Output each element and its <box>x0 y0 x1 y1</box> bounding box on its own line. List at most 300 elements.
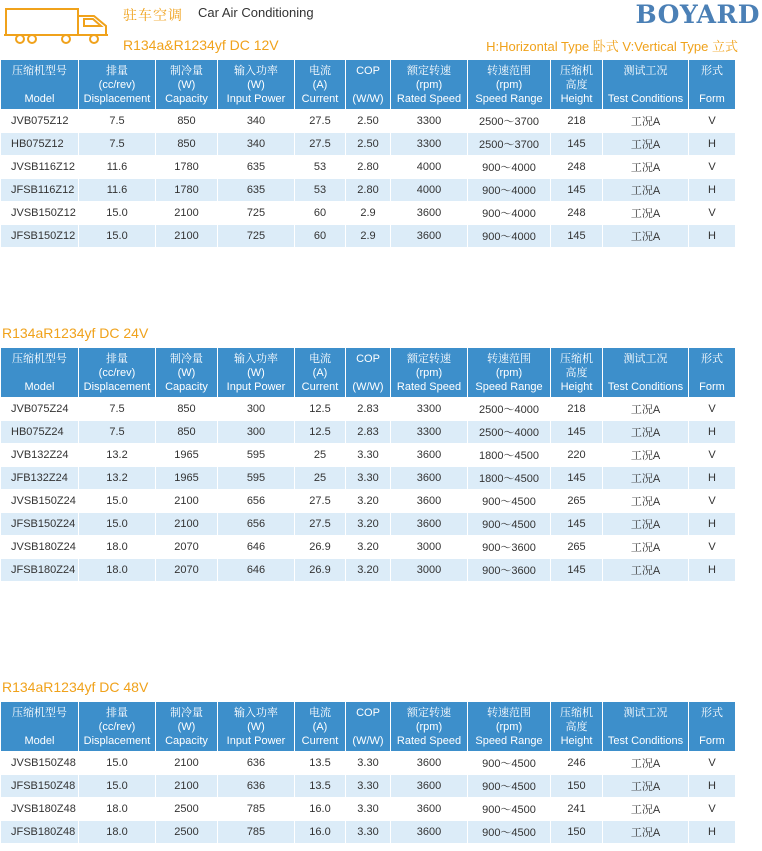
column-header <box>551 702 603 752</box>
table-cell: 145 <box>551 513 603 536</box>
column-header-en: Speed Range <box>475 92 543 105</box>
table-cell: 3600 <box>391 798 468 821</box>
column-header-cn: 转速范围 <box>487 352 531 365</box>
table-cell: V <box>689 110 736 133</box>
table-cell: V <box>689 398 736 421</box>
table-cell: 26.9 <box>295 559 346 582</box>
table-row <box>1 110 736 133</box>
column-header-cn: 额定转速 <box>407 64 451 77</box>
column-header-en: Current <box>301 734 339 747</box>
table-cell: 1780 <box>156 156 218 179</box>
table-cell: 145 <box>551 225 603 248</box>
column-header <box>1 348 79 398</box>
header-title-cn: 驻车空调 <box>123 7 183 23</box>
column-header-en: Form <box>699 734 725 747</box>
column-header-en: Rated Speed <box>396 92 462 105</box>
truck-icon <box>2 4 110 46</box>
table-cell: H <box>689 775 736 798</box>
model-cell: JFSB116Z12 <box>1 179 79 202</box>
table-cell: 2.9 <box>346 225 391 248</box>
table-cell: 4000 <box>391 179 468 202</box>
table-row <box>1 202 736 225</box>
table-cell: 900～4500 <box>468 513 551 536</box>
table-cell: 3.20 <box>346 536 391 559</box>
table-cell: 1965 <box>156 467 218 490</box>
table-row <box>1 444 736 467</box>
column-header-unit: (cc/rev) <box>98 78 136 91</box>
table-cell: 725 <box>218 202 295 225</box>
column-header-unit <box>1 78 78 92</box>
table-cell: 656 <box>218 513 295 536</box>
table-cell: 15.0 <box>79 752 156 775</box>
table-cell: 3600 <box>391 513 468 536</box>
table-row <box>1 156 736 179</box>
table-cell: 工况A <box>603 775 689 798</box>
column-header-cn: COP <box>356 64 380 77</box>
column-header-unit: (A) <box>312 720 328 733</box>
table-cell: 2500～3700 <box>468 133 551 156</box>
table-cell: 18.0 <box>79 798 156 821</box>
column-header <box>346 348 391 398</box>
column-header <box>295 60 346 110</box>
table-cell: 12.5 <box>295 421 346 444</box>
table-cell: 26.9 <box>295 536 346 559</box>
column-header-unit: (rpm) <box>495 366 523 379</box>
table-cell: 3.30 <box>346 467 391 490</box>
column-header-cn: 压缩机 <box>560 64 593 77</box>
column-header-en: Height <box>560 734 593 747</box>
table-row <box>1 421 736 444</box>
column-header-en: Speed Range <box>475 380 543 393</box>
table-row <box>1 775 736 798</box>
table-row <box>1 821 736 844</box>
column-header-cn: 测试工况 <box>623 352 668 365</box>
table-cell: 2100 <box>156 775 218 798</box>
table-cell: 12.5 <box>295 398 346 421</box>
table-cell: 2.50 <box>346 110 391 133</box>
table-cell: 300 <box>218 398 295 421</box>
table-cell: 900～4500 <box>468 798 551 821</box>
header-title-en: Car Air Conditioning <box>198 5 314 20</box>
column-header-en: (W/W) <box>352 92 384 105</box>
table-cell: 3.20 <box>346 513 391 536</box>
table-cell: 工况A <box>603 110 689 133</box>
table-cell: 248 <box>551 202 603 225</box>
column-header-en: Current <box>301 380 339 393</box>
column-header-cn: COP <box>356 706 380 719</box>
table-cell: V <box>689 798 736 821</box>
table-cell: 27.5 <box>295 133 346 156</box>
model-cell: JVSB150Z24 <box>1 490 79 513</box>
column-header-unit: (W) <box>247 720 265 733</box>
column-header-unit: (W) <box>177 78 196 91</box>
table-cell: 1800～4500 <box>468 444 551 467</box>
column-header <box>603 702 689 752</box>
column-header-en: Height <box>560 92 593 105</box>
table-cell: 7.5 <box>79 110 156 133</box>
table-cell: V <box>689 444 736 467</box>
table-cell: 1800～4500 <box>468 467 551 490</box>
table-cell: 7.5 <box>79 421 156 444</box>
column-header <box>603 60 689 110</box>
column-header-cn: 压缩机型号 <box>12 706 67 719</box>
model-cell: JFSB180Z48 <box>1 821 79 844</box>
table-cell: 900～4000 <box>468 225 551 248</box>
column-header-cn: 压缩机 <box>560 352 593 365</box>
column-header-cn: 输入功率 <box>234 64 278 77</box>
table-cell: 2500 <box>156 821 218 844</box>
column-header-cn: 制冷量 <box>170 64 203 77</box>
column-header <box>156 60 218 110</box>
column-header-cn: 额定转速 <box>407 352 451 365</box>
column-header-cn: 形式 <box>701 706 723 719</box>
column-header-en: Capacity <box>165 92 208 105</box>
table-cell: 900～4500 <box>468 821 551 844</box>
table-cell: 15.0 <box>79 775 156 798</box>
table-cell: 218 <box>551 398 603 421</box>
column-header-en: Capacity <box>165 734 208 747</box>
table-cell: 2100 <box>156 513 218 536</box>
table-cell: 工况A <box>603 752 689 775</box>
table-cell: 工况A <box>603 179 689 202</box>
table-cell: 53 <box>295 179 346 202</box>
column-header-unit: (rpm) <box>415 366 443 379</box>
column-header-en: Test Conditions <box>607 380 684 393</box>
table-cell: 1780 <box>156 179 218 202</box>
column-header-en: Displacement <box>83 380 151 393</box>
table-cell: 636 <box>218 752 295 775</box>
table-cell: V <box>689 536 736 559</box>
column-header <box>156 702 218 752</box>
table-cell: V <box>689 202 736 225</box>
column-header-en: Form <box>699 380 725 393</box>
table-cell: 2.80 <box>346 156 391 179</box>
table-cell: 636 <box>218 775 295 798</box>
table-cell: 18.0 <box>79 821 156 844</box>
table-cell: 16.0 <box>295 798 346 821</box>
column-header-unit: (W) <box>247 78 265 91</box>
table-cell: 850 <box>156 398 218 421</box>
column-header <box>468 702 551 752</box>
table-cell: 150 <box>551 821 603 844</box>
table-row <box>1 513 736 536</box>
table-cell: 265 <box>551 536 603 559</box>
model-cell: JVSB180Z48 <box>1 798 79 821</box>
table-cell: 25 <box>295 444 346 467</box>
column-header-unit: (W) <box>177 366 196 379</box>
column-header-unit <box>346 78 390 92</box>
table-cell: 3600 <box>391 775 468 798</box>
table-cell: 15.0 <box>79 225 156 248</box>
column-header-unit: (rpm) <box>415 78 443 91</box>
table-cell: 工况A <box>603 559 689 582</box>
column-header <box>79 348 156 398</box>
table-cell: 265 <box>551 490 603 513</box>
table-cell: V <box>689 752 736 775</box>
column-header-en: Model <box>24 734 55 747</box>
table-cell: 145 <box>551 133 603 156</box>
brand-logo: BOYARD <box>635 0 760 29</box>
table-cell: 635 <box>218 179 295 202</box>
table-cell: 工况A <box>603 821 689 844</box>
table-cell: 850 <box>156 421 218 444</box>
table-cell: 15.0 <box>79 490 156 513</box>
column-header-unit <box>603 720 688 734</box>
table-cell: 工况A <box>603 467 689 490</box>
column-header <box>79 60 156 110</box>
table-cell: 11.6 <box>79 156 156 179</box>
column-header-unit <box>346 720 390 734</box>
column-header-unit: 高度 <box>565 720 588 733</box>
table-cell: 150 <box>551 775 603 798</box>
table-cell: H <box>689 179 736 202</box>
column-header-unit: (rpm) <box>415 720 443 733</box>
column-header-unit <box>603 366 688 380</box>
table-cell: 13.2 <box>79 467 156 490</box>
table-cell: 工况A <box>603 536 689 559</box>
column-header-unit: (rpm) <box>495 720 523 733</box>
column-header <box>1 702 79 752</box>
column-header-cn: 测试工况 <box>623 706 668 719</box>
table-cell: H <box>689 821 736 844</box>
table-cell: 25 <box>295 467 346 490</box>
column-header-unit: 高度 <box>565 78 588 91</box>
column-header-en: Speed Range <box>475 734 543 747</box>
column-header <box>218 348 295 398</box>
column-header <box>346 702 391 752</box>
column-header-cn: 测试工况 <box>623 64 668 77</box>
column-header-cn: 压缩机 <box>560 706 593 719</box>
column-header <box>1 60 79 110</box>
table-cell: 3.20 <box>346 490 391 513</box>
table-cell: 595 <box>218 444 295 467</box>
table-cell: 13.2 <box>79 444 156 467</box>
column-header-en: Capacity <box>165 380 208 393</box>
table-cell: 7.5 <box>79 398 156 421</box>
table-cell: V <box>689 156 736 179</box>
table-cell: 3.30 <box>346 752 391 775</box>
column-header <box>391 702 468 752</box>
table-cell: 15.0 <box>79 202 156 225</box>
model-cell: JVSB116Z12 <box>1 156 79 179</box>
table-cell: 785 <box>218 798 295 821</box>
table-row <box>1 559 736 582</box>
spec-table-12v <box>0 59 736 248</box>
column-header-cn: 排量 <box>106 706 128 719</box>
column-header-cn: 压缩机型号 <box>12 64 67 77</box>
table-cell: 248 <box>551 156 603 179</box>
table-cell: 工况A <box>603 798 689 821</box>
column-header-unit <box>689 720 735 734</box>
model-cell: HB075Z24 <box>1 421 79 444</box>
table-cell: 145 <box>551 467 603 490</box>
table-cell: 3600 <box>391 490 468 513</box>
column-header-cn: 形式 <box>701 64 723 77</box>
table-cell: 340 <box>218 133 295 156</box>
column-header <box>391 348 468 398</box>
column-header <box>689 60 736 110</box>
table-row <box>1 225 736 248</box>
table-cell: 3000 <box>391 536 468 559</box>
table-cell: 16.0 <box>295 821 346 844</box>
column-header-cn: 电流 <box>309 352 331 365</box>
model-cell: JFSB150Z24 <box>1 513 79 536</box>
model-cell: JVSB180Z24 <box>1 536 79 559</box>
table-cell: 850 <box>156 110 218 133</box>
table-cell: 工况A <box>603 398 689 421</box>
column-header-en: (W/W) <box>352 734 384 747</box>
model-cell: JFSB150Z12 <box>1 225 79 248</box>
table-cell: 1965 <box>156 444 218 467</box>
table-cell: 2.83 <box>346 421 391 444</box>
table-cell: 220 <box>551 444 603 467</box>
table-cell: 2100 <box>156 490 218 513</box>
column-header-en: Current <box>301 92 339 105</box>
column-header-en: Height <box>560 380 593 393</box>
table-cell: 3600 <box>391 752 468 775</box>
table-cell: H <box>689 421 736 444</box>
column-header-cn: 转速范围 <box>487 706 531 719</box>
table-cell: 900～3600 <box>468 536 551 559</box>
column-header-cn: 电流 <box>309 64 331 77</box>
column-header <box>551 60 603 110</box>
column-header-unit <box>689 366 735 380</box>
column-header-cn: 额定转速 <box>407 706 451 719</box>
table-cell: 2100 <box>156 202 218 225</box>
model-cell: JFSB180Z24 <box>1 559 79 582</box>
column-header <box>391 60 468 110</box>
table-cell: 340 <box>218 110 295 133</box>
table-cell: 725 <box>218 225 295 248</box>
section-title-48v: R134aR1234yf DC 48V <box>2 679 149 695</box>
table-cell: 3600 <box>391 202 468 225</box>
column-header-cn: 电流 <box>309 706 331 719</box>
table-cell: 60 <box>295 202 346 225</box>
column-header-en: Test Conditions <box>607 734 684 747</box>
table-cell: 2070 <box>156 559 218 582</box>
model-cell: JVB075Z12 <box>1 110 79 133</box>
table-cell: 2.50 <box>346 133 391 156</box>
model-cell: JVSB150Z48 <box>1 752 79 775</box>
column-header-en: Model <box>24 380 55 393</box>
table-cell: 2.83 <box>346 398 391 421</box>
table-cell: 3300 <box>391 421 468 444</box>
table-cell: 3.30 <box>346 821 391 844</box>
table-row <box>1 490 736 513</box>
column-header-cn: 排量 <box>106 64 128 77</box>
column-header-en: Displacement <box>83 92 151 105</box>
table-cell: 635 <box>218 156 295 179</box>
table-cell: H <box>689 133 736 156</box>
table-cell: 工况A <box>603 133 689 156</box>
table-row <box>1 536 736 559</box>
table-cell: 2.9 <box>346 202 391 225</box>
column-header-unit: 高度 <box>565 366 588 379</box>
column-header-cn: 制冷量 <box>170 352 203 365</box>
column-header-en: Rated Speed <box>396 380 462 393</box>
column-header <box>79 702 156 752</box>
table-cell: 900～4500 <box>468 775 551 798</box>
column-header-cn: 转速范围 <box>487 64 531 77</box>
table-row <box>1 752 736 775</box>
table-cell: 900～3600 <box>468 559 551 582</box>
model-cell: JVB075Z24 <box>1 398 79 421</box>
column-header-en: Rated Speed <box>396 734 462 747</box>
table-row <box>1 467 736 490</box>
table-cell: 3600 <box>391 467 468 490</box>
table-cell: 工况A <box>603 421 689 444</box>
column-header <box>295 348 346 398</box>
column-header-cn: 压缩机型号 <box>12 352 67 365</box>
model-cell: JVB132Z24 <box>1 444 79 467</box>
table-cell: 工况A <box>603 444 689 467</box>
section-title-24v: R134aR1234yf DC 24V <box>2 325 149 341</box>
column-header-en: Form <box>699 92 725 105</box>
table-cell: 工况A <box>603 202 689 225</box>
table-cell: 工况A <box>603 490 689 513</box>
table-cell: 3600 <box>391 225 468 248</box>
table-cell: H <box>689 225 736 248</box>
table-cell: 900～4000 <box>468 156 551 179</box>
table-cell: 2500～4000 <box>468 421 551 444</box>
table-cell: 246 <box>551 752 603 775</box>
column-header-cn: 形式 <box>701 352 723 365</box>
column-header-unit: (W) <box>177 720 196 733</box>
table-cell: 4000 <box>391 156 468 179</box>
type-legend: H:Horizontal Type 卧式 V:Vertical Type 立式 <box>486 39 738 54</box>
table-cell: 900～4000 <box>468 202 551 225</box>
table-cell: 53 <box>295 156 346 179</box>
column-header-unit <box>603 78 688 92</box>
table-row <box>1 179 736 202</box>
column-header <box>551 348 603 398</box>
table-cell: 595 <box>218 467 295 490</box>
table-cell: 13.5 <box>295 775 346 798</box>
column-header-en: Displacement <box>83 734 151 747</box>
column-header <box>346 60 391 110</box>
column-header <box>156 348 218 398</box>
table-cell: 145 <box>551 179 603 202</box>
column-header-unit <box>1 720 78 734</box>
table-cell: 2500～4000 <box>468 398 551 421</box>
column-header-en: Input Power <box>226 92 286 105</box>
column-header-unit <box>689 78 735 92</box>
table-cell: 2.80 <box>346 179 391 202</box>
table-cell: 60 <box>295 225 346 248</box>
table-cell: 3.30 <box>346 775 391 798</box>
table-cell: 2500 <box>156 798 218 821</box>
table-cell: 27.5 <box>295 490 346 513</box>
table-row <box>1 798 736 821</box>
column-header-unit: (W) <box>247 366 265 379</box>
column-header-cn: 制冷量 <box>170 706 203 719</box>
table-cell: 2100 <box>156 752 218 775</box>
column-header <box>218 60 295 110</box>
column-header-cn: COP <box>356 352 380 365</box>
column-header-unit <box>346 366 390 380</box>
spec-table-48v <box>0 701 736 844</box>
table-row <box>1 133 736 156</box>
column-header-en: Input Power <box>226 734 286 747</box>
table-cell: 785 <box>218 821 295 844</box>
table-cell: 工况A <box>603 225 689 248</box>
model-cell: HB075Z12 <box>1 133 79 156</box>
table-cell: 18.0 <box>79 559 156 582</box>
column-header-unit: (cc/rev) <box>98 366 136 379</box>
column-header-cn: 排量 <box>106 352 128 365</box>
table-cell: 145 <box>551 421 603 444</box>
table-cell: H <box>689 513 736 536</box>
